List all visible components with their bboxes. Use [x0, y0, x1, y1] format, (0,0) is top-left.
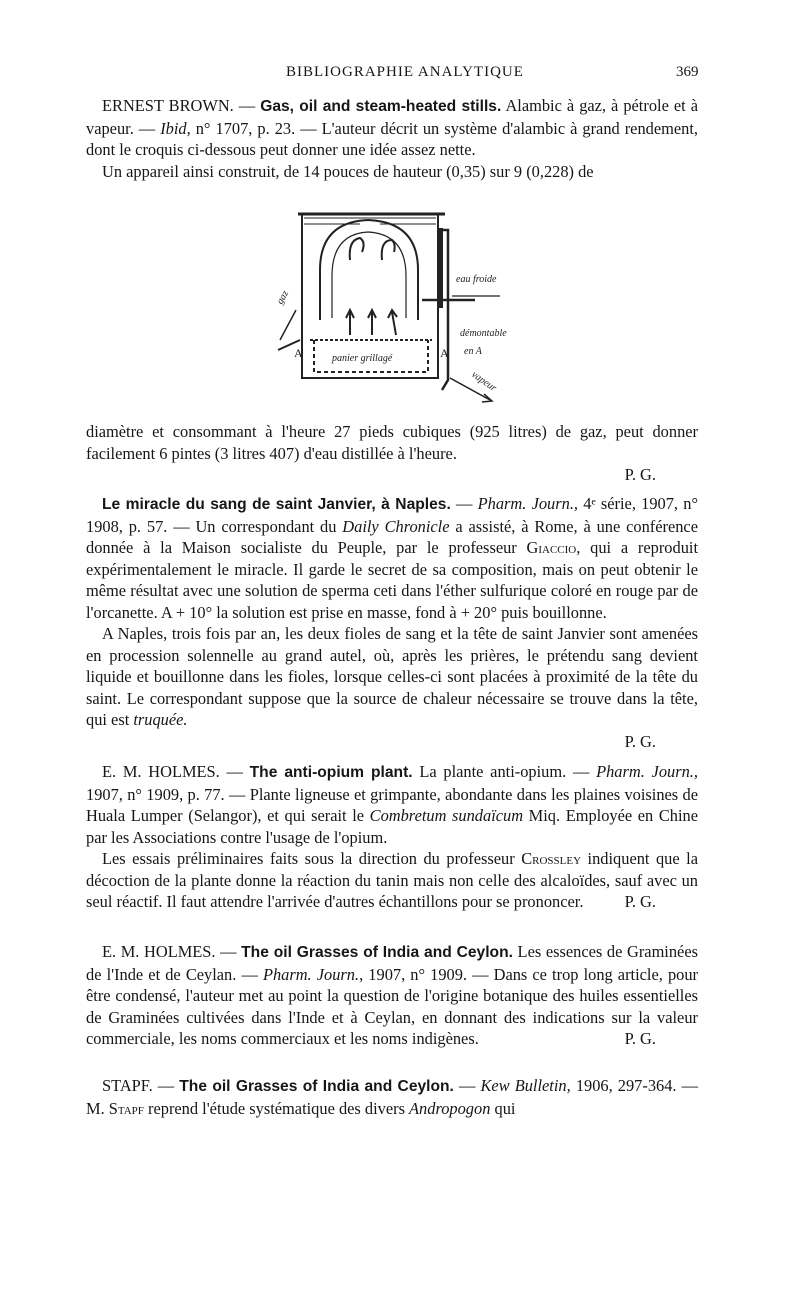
running-title: BIBLIOGRAPHIE ANALYTIQUE: [286, 64, 524, 80]
entry-signature: P. G.: [624, 465, 656, 484]
entry-source: Daily Chronicle: [342, 516, 450, 536]
entry-signature: P. G.: [624, 1029, 656, 1048]
entry-author: STAPF.: [102, 1076, 153, 1095]
entry-author: E. M. HOLMES.: [102, 942, 216, 961]
entry-title: The oil Grasses of India and Ceylon.: [179, 1078, 454, 1095]
entry-paragraph: Un appareil ainsi construit, de 14 pouces de hauteur (0,35) sur 9 (0,228) de: [102, 161, 594, 181]
entry-title: The oil Grasses of India and Ceylon.: [241, 944, 513, 961]
label-demontable: démontable: [460, 328, 507, 339]
still-diagram: [270, 200, 530, 410]
entry-paragraph: Les essais préliminaires faits sous la direction du professeur Crossley indiquent que la décoction de la plante donne la réaction du tanin mais non celle des alcaloïdes, sauf avec un seul réactif. Il faut attendre l'arrivée d'autres échantillons pour se prononcer. P. G.: [86, 849, 699, 911]
entry-janvier: [86, 493, 698, 752]
entry-paragraph: A Naples, trois fois par an, les deux fioles de sang et la tête de saint Janvier sont amenées en procession solennelle au grand autel, où, après les prières, le prétendu sang devient liquide et bouillonne dans les fioles, lorsque celles-ci sont placées à proximité de la tête du saint. Le correspondant suppose que la source de chaleur nécessaire se trouve dans la tête, qui est truquée.: [86, 624, 698, 729]
entry-title: Le miracle du sang de saint Janvier, à Naples.: [102, 496, 451, 513]
person-name: Giaccio,: [526, 538, 581, 557]
genus-name: Andropogon: [409, 1098, 491, 1118]
entry-title: The anti-opium plant.: [249, 764, 413, 781]
page-header: [0, 64, 800, 86]
entry-source: Pharm. Journ.,: [596, 762, 698, 781]
species-name: Combretum sundaïcum: [369, 806, 524, 825]
entry-brown: [86, 95, 698, 182]
label-vapeur: vapeur: [469, 369, 499, 394]
label-eau-froide: eau froide: [456, 274, 497, 285]
entry-author: E. M. HOLMES.: [102, 762, 220, 781]
page-number: 369: [676, 64, 699, 80]
label-gaz: gaz: [274, 288, 292, 307]
entry-paragraph: Le miracle du sang de saint Janvier, à Naples. — Pharm. Journ., 4ᵉ série, 1907, n° 1908, p. 57. — Un correspondant du Daily Chronicle a assisté, à Rome, à une conférence donnée à la Maison socialiste du Peuple, par le professeur Giaccio, qui a reproduit expérimentalement le miracle. Il garde le secret de sa composition, mais on peut obtenir le même résultat avec une solution de sperma ceti dans l'éther sulfurique coloré en rouge par de l'orcanette. A + 10° la solution est prise en masse, fond à + 20° puis bouillonne.: [86, 494, 699, 622]
entry-signature: P. G.: [624, 892, 656, 911]
entry-signature: P. G.: [624, 731, 656, 751]
label-a-left: A: [294, 346, 303, 360]
entry-paragraph: E. M. HOLMES. — The oil Grasses of India and Ceylon. Les essences de Graminées de l'Inde et de Ceylan. — Pharm. Journ., 1907, n° 1909. — Dans ce trop long article, pour être condensé, l'auteur met au point la question de l'origine botanique des huiles essentielles de Graminées cultivées dans l'Inde et à Ceylan, en donnant des indications sur la valeur commerciale, les noms commerciaux et les noms indigènes. P. G.: [86, 942, 698, 1048]
entry-source: Kew Bulletin,: [480, 1076, 571, 1095]
entry-holmes-opium: [86, 761, 698, 913]
entry-paragraph: diamètre et consommant à l'heure 27 pieds cubiques (925 litres) de gaz, peut donner facilement 6 pintes (3 litres 407) d'eau distillée à l'heure.: [86, 422, 698, 463]
entry-source: Ibid,: [160, 118, 191, 138]
person-name: Stapf: [108, 1098, 144, 1118]
entry-stapf: [86, 1075, 698, 1119]
entry-holmes-grasses: [86, 941, 698, 1050]
entry-title: Gas, oil and steam-heated stills.: [260, 98, 502, 115]
entry-source: Pharm. Journ.,: [262, 964, 364, 984]
still-drawing: [270, 200, 530, 410]
label-panier: panier grillagé: [332, 353, 393, 364]
label-en-a: en A: [464, 346, 482, 357]
entry-paragraph: ERNEST BROWN. — Gas, oil and steam-heated stills. Alambic à gaz, à pétrole et à vapeur. — Ibid, n° 1707, p. 23. — L'auteur décrit un système d'alambic à grand rendement, dont le croquis ci-dessous peut donner une idée assez nette.: [86, 96, 698, 159]
label-a-right: A: [440, 346, 449, 360]
entry-source: Pharm. Journ.,: [477, 494, 579, 513]
person-name: Crossley: [521, 849, 582, 868]
entry-author: ERNEST BROWN.: [102, 96, 234, 115]
entry-brown-cont: [86, 421, 698, 486]
entry-paragraph: E. M. HOLMES. — The anti-opium plant. La plante anti-opium. — Pharm. Journ., 1907, n° 1909, p. 77. — Plante ligneuse et grimpante, abondante dans les plaines voisines de Huala Lumper (Selangor), et qui serait le Combretum sundaïcum Miq. Employée en Chine par les Associations contre l'usage de l'opium.: [86, 762, 698, 847]
entry-paragraph: STAPF. — The oil Grasses of India and Ceylon. — Kew Bulletin, 1906, 297-364. — M. Stapf reprend l'étude systématique des divers Andropogon qui: [86, 1076, 699, 1118]
